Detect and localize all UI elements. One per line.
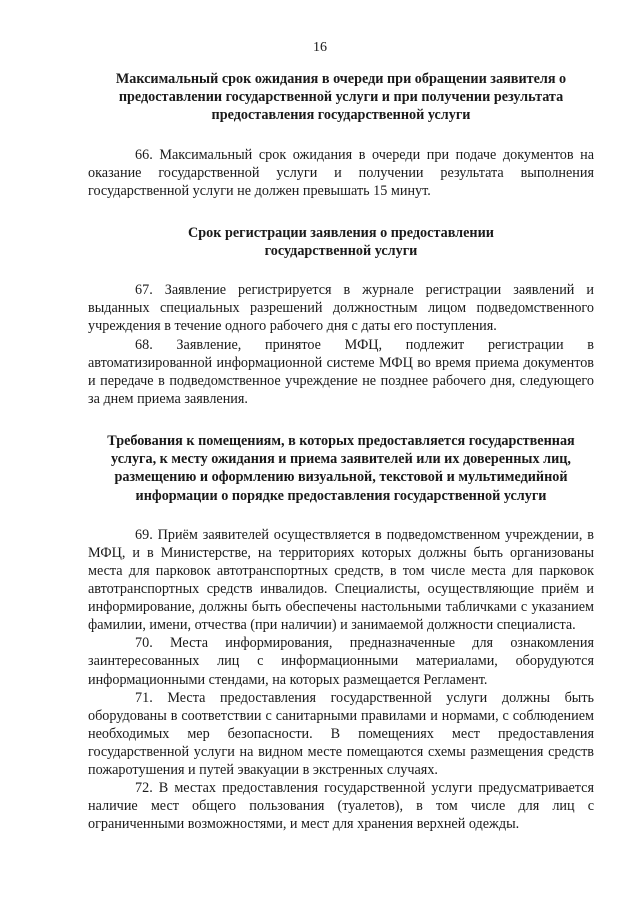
section-waiting-time [88,70,594,200]
paragraph-66: 66. Максимальный срок ожидания в очереди при подаче документов на оказание государственной услуги и получении результата выполнения государственной услуги не должен превышать 15 минут. [88,146,594,199]
paragraph-72: 72. В местах предоставления государственной услуги предусматривается наличие мест общего пользования (туалетов), в том числе для лиц с ограниченными возможностями, и мест для хранения верхней одежды. [88,780,594,833]
paragraph-68: 68. Заявление, принятое МФЦ, подлежит регистрации в автоматизированной информационной системе МФЦ во время приема документов и передаче в подведомственное учреждение не позднее рабочего дня, следующего за днем приема заявления. [88,336,594,407]
paragraph-71: 71. Места предоставления государственной услуги должны быть оборудованы в соответствии с санитарными правилами и нормами, с соблюдением необходимых мер безопасности. В помещениях мест предоставления государственной услуги на видном месте помещаются схемы размещения средств пожаротушения и путей эвакуации в экстренных случаях. [88,689,594,778]
page-number: 16 [313,40,327,55]
section-title: Срок регистрации заявления о предоставлении государственной услуги [188,224,494,260]
section-title: Требования к помещениям, в которых предоставляется государственная услуга, к месту ожидания и приема заявителей или их доверенных лиц, размещению и оформлению визуальной, текстовой и мультимедийной информации о порядке предоставления государственной услуги [107,432,575,504]
section-premises [88,432,594,833]
paragraph-69: 69. Приём заявителей осуществляется в подведомственном учреждении, в МФЦ, и в Министерстве, на территориях которых должны быть организованы места для парковок автотранспортных средств, в том числе места для парковок автотранспортных средств инвалидов. Специалисты, осуществляющие приём и информирование, должны быть обеспечены настольными табличками с указанием фамилии, имени, отчества (при наличии) и занимаемой должности специалиста. [88,526,594,634]
section-title: Максимальный срок ожидания в очереди при обращении заявителя о предоставлении государственной услуги и при получении результата предоставления государственной услуги [115,71,567,124]
document-body [88,70,594,833]
section-registration [88,224,594,408]
paragraph-67: 67. Заявление регистрируется в журнале регистрации заявлений и выданных специальных разрешений должностным лицом подведомственного учреждения в течение одного рабочего дня с даты его поступления. [88,282,594,335]
paragraph-70: 70. Места информирования, предназначенные для ознакомления заинтересованных лиц с информационными материалами, оборудуются информационными стендами, на которых размещается Регламент. [88,635,594,688]
